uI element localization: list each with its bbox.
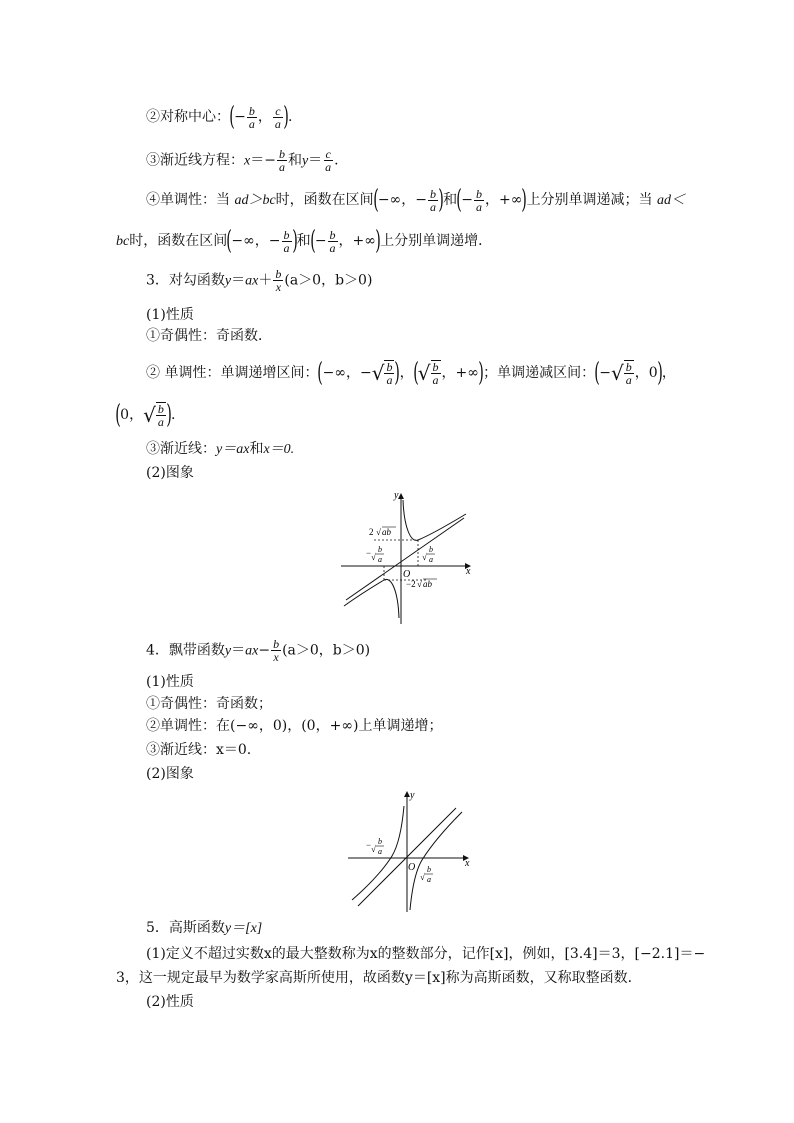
origin-label: O bbox=[403, 569, 411, 580]
svg-text:√: √ bbox=[417, 579, 422, 589]
monotonicity-line-1: ④单调性：当 ad＞bc时，函数在区间(−∞，− $\frac{b}{a}$ )和(− $\frac{b}{a}$ ，+∞)上分别单调递减；当 ad＜ bbox=[146, 185, 686, 215]
svg-text:ab: ab bbox=[382, 527, 391, 537]
section-3-monotonicity: ② 单调性：单调递增区间：(−∞，− √ b a )，( √ b a ，+∞)；单调递减区间：(− √ b a ，0)， bbox=[146, 358, 676, 388]
section-4-parity: ①奇偶性：奇函数； bbox=[146, 696, 272, 712]
section-3-heading: 3．对勾函数y＝ax＋ $\frac{b}{x}$ (a＞0，b＞0) bbox=[146, 267, 373, 294]
svg-text:√: √ bbox=[420, 872, 425, 882]
asymptote-equation-line: ③渐近线方程：x＝− $\frac{b}{a}$ 和y＝ $\frac{c}{a}$ . bbox=[146, 147, 339, 174]
svg-text:√: √ bbox=[371, 552, 376, 562]
section-4-monotonicity: ②单调性：在(−∞，0)，(0，+∞)上单调递增； bbox=[146, 718, 443, 734]
svg-text:−: − bbox=[366, 840, 372, 850]
svg-text:ab: ab bbox=[423, 579, 432, 589]
section-4-graph-label: (2)图象 bbox=[146, 766, 194, 782]
svg-text:−: − bbox=[366, 548, 372, 558]
svg-text:√: √ bbox=[376, 527, 381, 537]
section-4-heading: 4．飘带函数y＝ax− $\frac{b}{x}$ (a＞0，b＞0) bbox=[146, 637, 371, 664]
svg-text:b: b bbox=[378, 837, 382, 846]
bottom-value-label: −2 bbox=[406, 579, 416, 589]
section-3-graph-label: (2)图象 bbox=[146, 465, 194, 481]
section-3-props-label: (1)性质 bbox=[146, 307, 194, 323]
curve-left-branch bbox=[344, 579, 399, 618]
section-3-monotonicity-cont: (0， √ b a ). bbox=[115, 400, 176, 430]
section-5-definition-2: 3，这一规定最早为数学家高斯所使用，故函数y＝[x]称为高斯函数，又称取整函数． bbox=[116, 970, 642, 986]
svg-text:b: b bbox=[427, 865, 431, 874]
asymptote-line bbox=[346, 518, 464, 600]
x-axis-label: x bbox=[465, 858, 470, 869]
section-4-props-label: (1)性质 bbox=[146, 674, 194, 690]
svg-text:b: b bbox=[429, 545, 433, 554]
curve-right-branch bbox=[410, 812, 462, 910]
section-5-props-label: (2)性质 bbox=[146, 994, 194, 1010]
monotonicity-line-2: bc时，函数在区间(−∞，− $\frac{b}{a}$ )和(− $\frac{b}{a}$ ，+∞)上分别单调递增． bbox=[116, 226, 493, 256]
svg-text:a: a bbox=[378, 847, 382, 856]
svg-text:b: b bbox=[378, 545, 382, 554]
section-5-heading: 5．高斯函数y＝[x] bbox=[146, 920, 263, 936]
x-axis-label: x bbox=[466, 566, 471, 577]
section-5-definition-1: (1)定义不超过实数x的最大整数称为x的整数部分，记作[x]，例如，[3.4]＝3，[−2.1]＝− bbox=[146, 946, 706, 962]
svg-text:a: a bbox=[429, 555, 433, 564]
svg-text:√: √ bbox=[371, 844, 376, 854]
nike-function-graph bbox=[336, 488, 486, 628]
top-value-label: 2 bbox=[369, 527, 374, 537]
symmetry-center-line: ②对称中心：(− $\frac{b}{a}$ ， $\frac{c}{a}$ ). bbox=[146, 102, 293, 132]
section-3-parity: ①奇偶性：奇函数． bbox=[146, 328, 272, 344]
svg-text:a: a bbox=[427, 875, 431, 884]
ribbon-function-graph bbox=[344, 788, 476, 916]
curve-right-branch bbox=[403, 500, 466, 540]
y-axis-label: y bbox=[394, 490, 399, 501]
svg-text:√: √ bbox=[422, 552, 427, 562]
origin-label: O bbox=[408, 862, 416, 873]
section-3-asymptote: ③渐近线：y＝ax和x＝0. bbox=[146, 441, 295, 457]
section-4-asymptote: ③渐近线：x＝0. bbox=[146, 742, 252, 758]
y-axis-label: y bbox=[410, 790, 415, 801]
svg-text:a: a bbox=[378, 555, 382, 564]
